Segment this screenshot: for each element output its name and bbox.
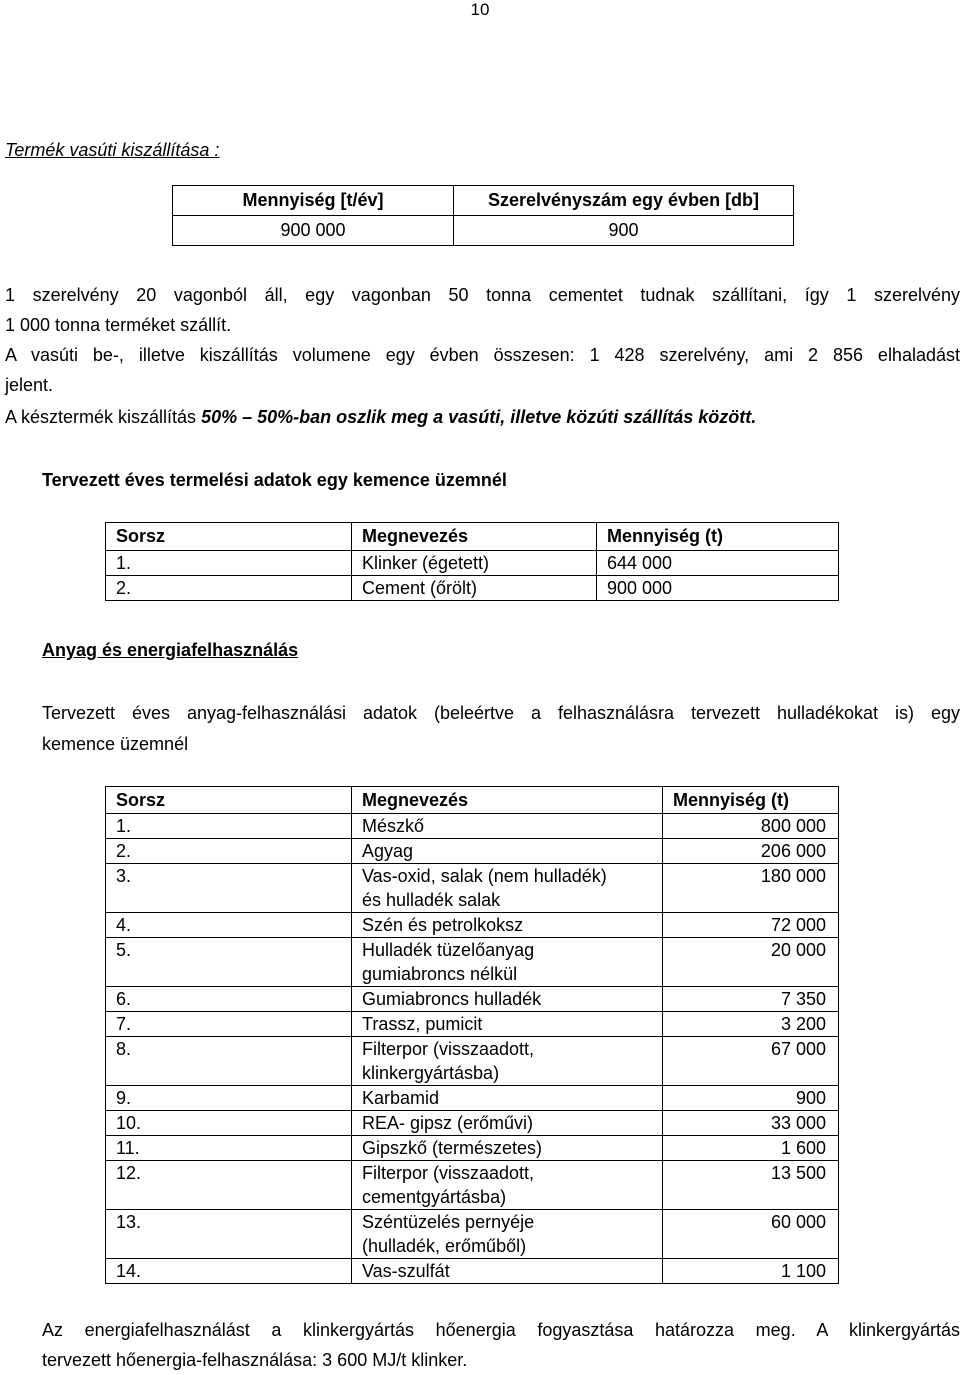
material-header-name: Megnevezés [352, 787, 663, 814]
material-table-header-row [106, 787, 839, 814]
material-cell-quantity: 20 000 [663, 938, 839, 987]
page-number: 10 [470, 0, 490, 19]
material-cell-index: 5. [106, 938, 352, 987]
material-cell-name: Széntüzelés pernyéje (hulladék, erőműből) [352, 1210, 663, 1259]
material-cell-name: Filterpor (visszaadott, klinkergyártásba) [352, 1037, 663, 1086]
material-cell-name: Vas-oxid, salak (nem hulladék) és hulladék salak [352, 864, 663, 913]
rail-table-header-row [173, 186, 794, 216]
material-cell-index: 8. [106, 1037, 352, 1086]
production-cell-name: Klinker (égetett) [352, 551, 597, 576]
material-cell-name: REA- gipsz (erőművi) [352, 1111, 663, 1136]
paragraph-line: 1 000 tonna terméket szállít. [5, 315, 232, 335]
material-header-index: Sorsz [106, 787, 352, 814]
material-header-quantity: Mennyiség (t) [663, 787, 839, 814]
material-table-body [106, 814, 839, 1284]
production-header-name: Megnevezés [352, 523, 597, 551]
table-row [106, 864, 839, 913]
production-cell-index: 2. [106, 576, 352, 601]
production-table [105, 522, 839, 601]
paragraph-line: 1 szerelvény 20 vagonból áll, egy vagonban 50 tonna cementet tudnak szállítani, így 1 szerelvény [5, 285, 960, 305]
material-cell-name: Vas-szulfát [352, 1259, 663, 1284]
material-heading: Anyag és energiafelhasználás [42, 640, 299, 660]
table-row [106, 987, 839, 1012]
material-cell-name: Trassz, pumicit [352, 1012, 663, 1037]
material-cell-quantity: 72 000 [663, 913, 839, 938]
production-table-header-row [106, 523, 839, 551]
paragraph-line: tervezett hőenergia-felhasználása: 3 600 MJ/t klinker. [42, 1350, 468, 1370]
material-cell-quantity: 900 [663, 1086, 839, 1111]
material-cell-quantity: 7 350 [663, 987, 839, 1012]
material-cell-quantity: 1 600 [663, 1136, 839, 1161]
material-cell-name: Hulladék tüzelőanyag gumiabroncs nélkül [352, 938, 663, 987]
paragraph-volume [5, 340, 960, 400]
table-row [106, 1210, 839, 1259]
material-cell-quantity: 800 000 [663, 814, 839, 839]
table-row [106, 1259, 839, 1284]
rail-table-row [173, 216, 794, 246]
material-cell-quantity: 1 100 [663, 1259, 839, 1284]
material-cell-name: Gumiabroncs hulladék [352, 987, 663, 1012]
table-row [106, 839, 839, 864]
material-cell-index: 12. [106, 1161, 352, 1210]
production-cell-name: Cement (őrölt) [352, 576, 597, 601]
paragraph-line: kemence üzemnél [42, 734, 189, 754]
material-intro [42, 698, 960, 760]
table-row [106, 1136, 839, 1161]
material-cell-index: 10. [106, 1111, 352, 1136]
rail-table [172, 185, 794, 246]
material-cell-index: 2. [106, 839, 352, 864]
table-row [106, 1161, 839, 1210]
table-row [106, 1086, 839, 1111]
material-cell-quantity: 180 000 [663, 864, 839, 913]
production-cell-index: 1. [106, 551, 352, 576]
paragraph-split-bold: 50% – 50%-ban oszlik meg a vasúti, illetve közúti szállítás között. [201, 407, 757, 427]
material-cell-name: Szén és petrolkoksz [352, 913, 663, 938]
production-cell-quantity: 900 000 [597, 576, 839, 601]
production-header-index: Sorsz [106, 523, 352, 551]
material-cell-quantity: 67 000 [663, 1037, 839, 1086]
material-cell-name: Karbamid [352, 1086, 663, 1111]
table-row [106, 1111, 839, 1136]
material-cell-index: 13. [106, 1210, 352, 1259]
rail-header-trains: Szerelvényszám egy évben [db] [454, 186, 794, 216]
paragraph-line: Tervezett éves anyag-felhasználási adatok (beleértve a felhasználásra tervezett hulladékokat is) egy [42, 703, 960, 723]
material-cell-index: 3. [106, 864, 352, 913]
material-cell-name: Mészkő [352, 814, 663, 839]
material-cell-index: 4. [106, 913, 352, 938]
rail-header-quantity: Mennyiség [t/év] [173, 186, 454, 216]
paragraph-line: jelent. [5, 375, 54, 395]
production-cell-quantity: 644 000 [597, 551, 839, 576]
section-title: Termék vasúti kiszállítása : [5, 140, 220, 160]
paragraph-line: Az energiafelhasználást a klinkergyártás hőenergia fogyasztása határozza meg. A klinkergyártás [42, 1320, 960, 1340]
paragraph-split [5, 402, 960, 432]
paragraph-line: A vasúti be-, illetve kiszállítás volumene egy évben összesen: 1 428 szerelvény, ami 2 856 elhaladást [5, 345, 960, 365]
material-cell-name: Gipszkő (természetes) [352, 1136, 663, 1161]
table-row [106, 814, 839, 839]
closing-paragraph [42, 1315, 960, 1375]
table-row [106, 1037, 839, 1086]
material-cell-index: 11. [106, 1136, 352, 1161]
paragraph-trains [5, 280, 960, 340]
production-header-quantity: Mennyiség (t) [597, 523, 839, 551]
material-cell-name: Agyag [352, 839, 663, 864]
rail-cell-quantity: 900 000 [173, 216, 454, 246]
material-cell-index: 9. [106, 1086, 352, 1111]
table-row [106, 576, 839, 601]
material-cell-index: 1. [106, 814, 352, 839]
material-cell-index: 7. [106, 1012, 352, 1037]
material-cell-index: 6. [106, 987, 352, 1012]
table-row [106, 1012, 839, 1037]
material-cell-index: 14. [106, 1259, 352, 1284]
material-table [105, 786, 839, 1284]
material-cell-quantity: 13 500 [663, 1161, 839, 1210]
paragraph-split-normal: A késztermék kiszállítás [5, 407, 202, 427]
production-title: Tervezett éves termelési adatok egy kemence üzemnél [42, 470, 507, 490]
material-cell-name: Filterpor (visszaadott, cementgyártásba) [352, 1161, 663, 1210]
material-cell-quantity: 3 200 [663, 1012, 839, 1037]
material-cell-quantity: 206 000 [663, 839, 839, 864]
table-row [106, 913, 839, 938]
material-cell-quantity: 60 000 [663, 1210, 839, 1259]
table-row [106, 938, 839, 987]
material-cell-quantity: 33 000 [663, 1111, 839, 1136]
table-row [106, 551, 839, 576]
rail-cell-trains: 900 [454, 216, 794, 246]
